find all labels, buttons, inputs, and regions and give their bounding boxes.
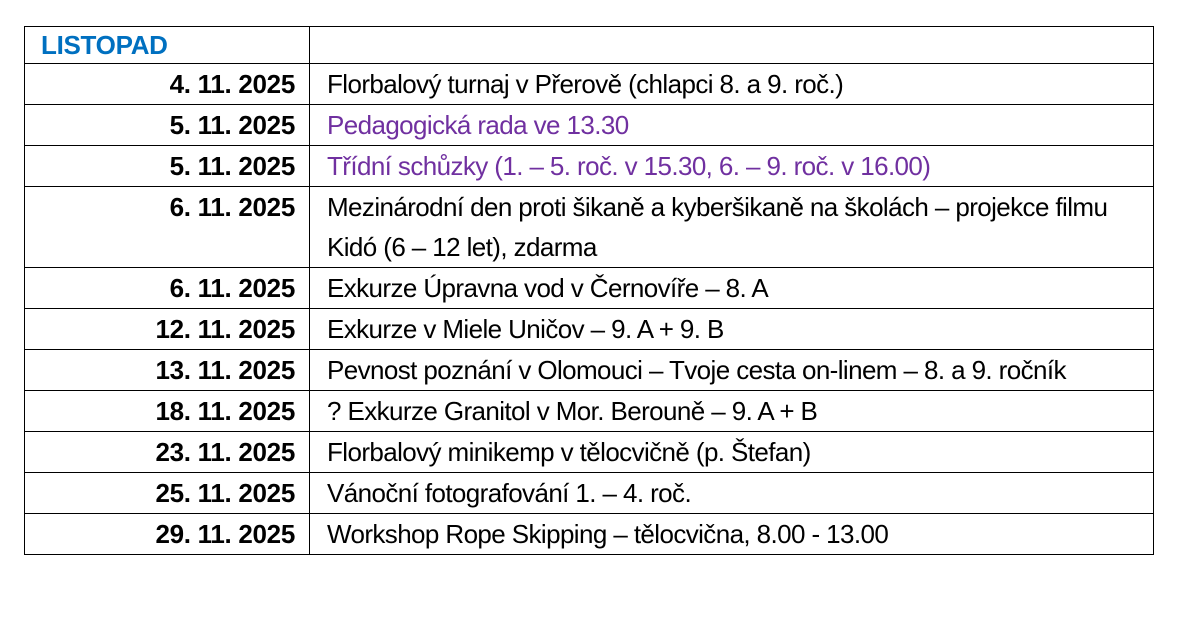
- event-row: [25, 268, 1154, 309]
- event-row: [25, 350, 1154, 391]
- event-description: Pevnost poznání v Olomouci – Tvoje cesta on-linem – 8. a 9. ročník: [310, 350, 1154, 391]
- event-row: [25, 473, 1154, 514]
- event-date: 5. 11. 2025: [25, 105, 310, 146]
- event-description: Florbalový minikemp v tělocvičně (p. Štefan): [310, 432, 1154, 473]
- event-date: 6. 11. 2025: [25, 268, 310, 309]
- event-date: 29. 11. 2025: [25, 514, 310, 555]
- event-row: [25, 514, 1154, 555]
- month-header-empty-cell: [310, 27, 1154, 64]
- event-row: [25, 432, 1154, 473]
- event-description: Vánoční fotografování 1. – 4. roč.: [310, 473, 1154, 514]
- event-row: [25, 146, 1154, 187]
- event-description: Pedagogická rada ve 13.30: [310, 105, 1154, 146]
- event-description: ? Exkurze Granitol v Mor. Berouně – 9. A + B: [310, 391, 1154, 432]
- event-description: Exkurze v Miele Uničov – 9. A + 9. B: [310, 309, 1154, 350]
- month-header-row: [25, 27, 1154, 64]
- event-date: 4. 11. 2025: [25, 64, 310, 105]
- event-date: 6. 11. 2025: [25, 187, 310, 268]
- event-description: Třídní schůzky (1. – 5. roč. v 15.30, 6. – 9. roč. v 16.00): [310, 146, 1154, 187]
- schedule-body: [25, 27, 1154, 555]
- schedule-table: [24, 26, 1154, 555]
- event-description: Mezinárodní den proti šikaně a kyberšikaně na školách – projekce filmu Kidó (6 – 12 let), zdarma: [310, 187, 1154, 268]
- event-date: 5. 11. 2025: [25, 146, 310, 187]
- event-date: 25. 11. 2025: [25, 473, 310, 514]
- event-row: [25, 64, 1154, 105]
- event-date: 13. 11. 2025: [25, 350, 310, 391]
- event-row: [25, 391, 1154, 432]
- event-date: 18. 11. 2025: [25, 391, 310, 432]
- event-description: Exkurze Úpravna vod v Černovíře – 8. A: [310, 268, 1154, 309]
- event-date: 12. 11. 2025: [25, 309, 310, 350]
- event-row: [25, 105, 1154, 146]
- month-title: LISTOPAD: [25, 27, 310, 64]
- event-row: [25, 187, 1154, 268]
- event-date: 23. 11. 2025: [25, 432, 310, 473]
- event-row: [25, 309, 1154, 350]
- event-description: Workshop Rope Skipping – tělocvična, 8.00 - 13.00: [310, 514, 1154, 555]
- event-description: Florbalový turnaj v Přerově (chlapci 8. a 9. roč.): [310, 64, 1154, 105]
